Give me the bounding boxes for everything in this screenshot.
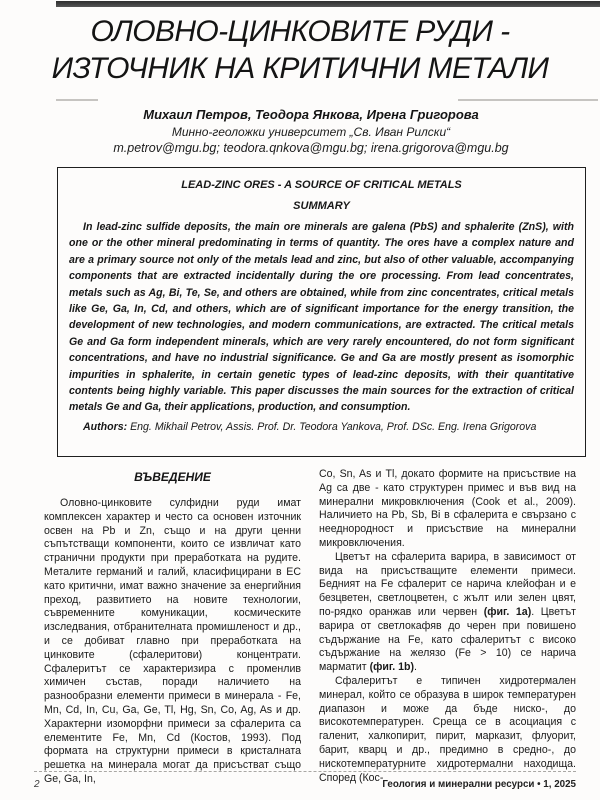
- divider-fragment-left: [56, 99, 98, 101]
- figure-ref-1b: (фиг. 1b): [369, 661, 415, 674]
- article-title-line1: ОЛОВНО-ЦИНКОВИТЕ РУДИ -: [90, 15, 510, 48]
- page-number: 2: [34, 779, 40, 790]
- intro-paragraph-1: Оловно-цинковите сулфидни руди имат комплексен характер и често са основен източник освен на Pb и Zn, също и на други ценни съпътстващи компоненти, които се извличат като странични продукти при преработката на рудите. Металите германий и галий, класифицирани в ЕС като критични, имат важно значение за енергийния преход, развитието на новите технологии, съвременните комуникации, космическите изследвания, отбранителната промишленост и др., и се добиват главно при преработката на цинковите (сфалеритови) концентрати. Сфалеритът се характеризира с променлив химичен състав, поради наличието на разнообразни елементи примеси в минерала - Fe, Mn, Cd, In, Cu, Ga, Ge, Tl, Hg, Sn, Co, Ag, As и др. Характерни изоморфни примеси за сфалерита са елементите Fe, Mn, Cd (Костов, 1993). Под формата на структурни примеси в кристалната решетка на минерала могат да присъстват също Ge, Ga, In,: [44, 497, 301, 785]
- authors-names: Михаил Петров, Теодора Янкова, Ирена Григорова: [143, 107, 479, 122]
- section-heading-introduction: ВЪВЕДЕНИЕ: [134, 470, 211, 484]
- intro-paragraph-2: [319, 551, 576, 675]
- right-column: [319, 468, 576, 787]
- summary-authors-value: Eng. Mikhail Petrov, Assis. Prof. Dr. Teodora Yankova, Prof. DSc. Eng. Irena Grigorova: [127, 420, 537, 433]
- affiliation: Минно-геоложки университет „Св. Иван Рилски“: [171, 125, 451, 139]
- intro-paragraph-3: Сфалеритът е типичен хидротермален минерал, който се образува в широк температурен диапазон и може да бъде ниско-, до високотемпературен. Среща се в асоциация с галенит, халкопирит, пирит, марказит, флуорит, барит, кварц и др., предимно в средно-, до нискотемпературните хидротермални находища. Според (Кос-: [319, 674, 576, 784]
- intro-paragraph-1-continued: Co, Sn, As и Tl, докато формите на присъствие на Ag са две - като структурен примес и във вид на минерални микровключения (Cook et al., 2009). Наличието на Pb, Sb, Bi в сфалерита е свързано с нееднородност и присъствие на минерални микровключения.: [319, 468, 576, 549]
- footer-rule: [34, 771, 576, 772]
- article-columns: [44, 468, 576, 787]
- page-footer: [34, 771, 576, 790]
- article-title-line2: ИЗТОЧНИК НА КРИТИЧНИ МЕТАЛИ: [51, 52, 549, 85]
- summary-authors-label: Authors:: [83, 420, 128, 433]
- summary-authors-line: [69, 421, 574, 433]
- summary-text: In lead-zinc sulfide deposits, the main ore minerals are galena (PbS) and sphalerite (ZnS), with one or the other mineral predominating in terms of quantity. The ores have a complex nature and are a primary source not only of the metals lead and zinc, but also of other valuable, accompanying components that are extracted incidentally during the ore processing. From lead concentrates, metals such as Ag, Bi, Te, Se, and others are obtained, while from zinc concentrates, critical metals like Ge, Ga, In, Cd, and others, which are of significant importance for the energy transition, the development of new technologies, and modern communications, are extracted. The critical metals Ge and Ga form independent minerals, which are very rarely encountered, do not form significant concentrations, and have no industrial significance. Ge and Ga are mostly present as isomorphic impurities in sphalerite, in certain genetic types of lead-zinc deposits, with their quantitative contents being highly variable. This paper discusses the main sources for the extraction of critical metals Ge and Ga, their applications, production, and consumption.: [69, 221, 574, 414]
- authors-block: [40, 107, 582, 155]
- footer-row: [34, 779, 576, 790]
- summary-label: SUMMARY: [293, 200, 350, 212]
- paragraph-text: . Цветът варира от светлокафяв до черен при повишено съдържание на Fe, като сфалеритът с високо съдържание на желязо (Fe > 10) се нарича марматит: [319, 605, 577, 674]
- left-column: [44, 468, 301, 787]
- figure-ref-1a: (фиг. 1a): [483, 605, 532, 618]
- paragraph-text: .: [414, 661, 417, 674]
- journal-name: Геология и минерални ресурси • 1, 2025: [382, 779, 576, 790]
- divider-fragment-right: [458, 99, 598, 101]
- article-title: [0, 13, 600, 87]
- top-rule: [56, 1, 600, 7]
- paragraph-text: Цветът на сфалерита варира, в зависимост от вида на присъстващите елементи примеси. Бедният на Fe сфалерит се нарича клейофан и е безцветен, светлоцветен, с жълт или зелен цвят, по-рядко оранжав или червен: [319, 550, 576, 618]
- author-emails: m.petrov@mgu.bg; teodora.qnkova@mgu.bg; irena.grigorova@mgu.bg: [113, 141, 509, 155]
- summary-title-en: LEAD-ZINC ORES - A SOURCE OF CRITICAL METALS: [181, 179, 462, 191]
- summary-box: [57, 167, 586, 457]
